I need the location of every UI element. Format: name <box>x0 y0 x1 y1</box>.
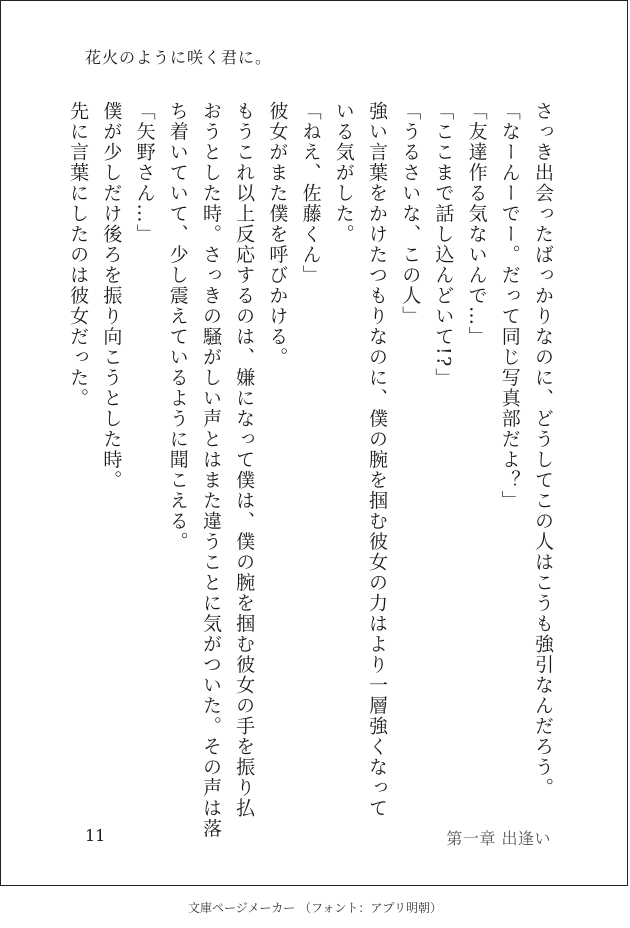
body-line: 「矢野さん…」 <box>133 101 156 245</box>
body-line: おうとした時。さっきの騒がしい声とはまた違うことに気がついた。その声は落 <box>199 101 222 839</box>
book-title: 花火のように咲く君に。 <box>85 48 273 67</box>
body-line: いる気がした。 <box>332 101 355 245</box>
body-line: 先に言葉にしたのは彼女だった。 <box>67 101 90 409</box>
body-line: 「なーんーでー。だって同じ写真部だよ？」 <box>498 101 521 511</box>
body-line: 「ねえ、佐藤くん」 <box>299 101 322 286</box>
body-line: 「うるさいな、この人」 <box>399 101 422 327</box>
body-line: 強い言葉をかけたつもりなのに、僕の腕を掴む彼女の力はより一層強くなって <box>365 101 388 819</box>
body-line: 彼女がまた僕を呼びかける。 <box>266 101 289 368</box>
body-line: ち着いていて、少し震えているように聞こえる。 <box>166 101 189 552</box>
body-line: 僕が少しだけ後ろを振り向こうとした時。 <box>100 101 123 491</box>
chapter-title: 第一章 出逢い <box>446 829 551 848</box>
body-line: さっき出会ったばっかりなのに、どうしてこの人はこうも強引なんだろう。 <box>532 101 554 798</box>
body-line: 「友達作る気ないんで…」 <box>465 101 488 347</box>
page-number: 11 <box>85 826 106 845</box>
generator-credit: 文庫ページメーカー （フォント：アプリ明朝） <box>188 901 442 915</box>
body-line: もうこれ以上反応するのは、嫌になって僕は、僕の腕を掴む彼女の手を振り払 <box>233 101 256 819</box>
body-line: 「ここまで話し込んどいて!?」 <box>432 101 455 389</box>
